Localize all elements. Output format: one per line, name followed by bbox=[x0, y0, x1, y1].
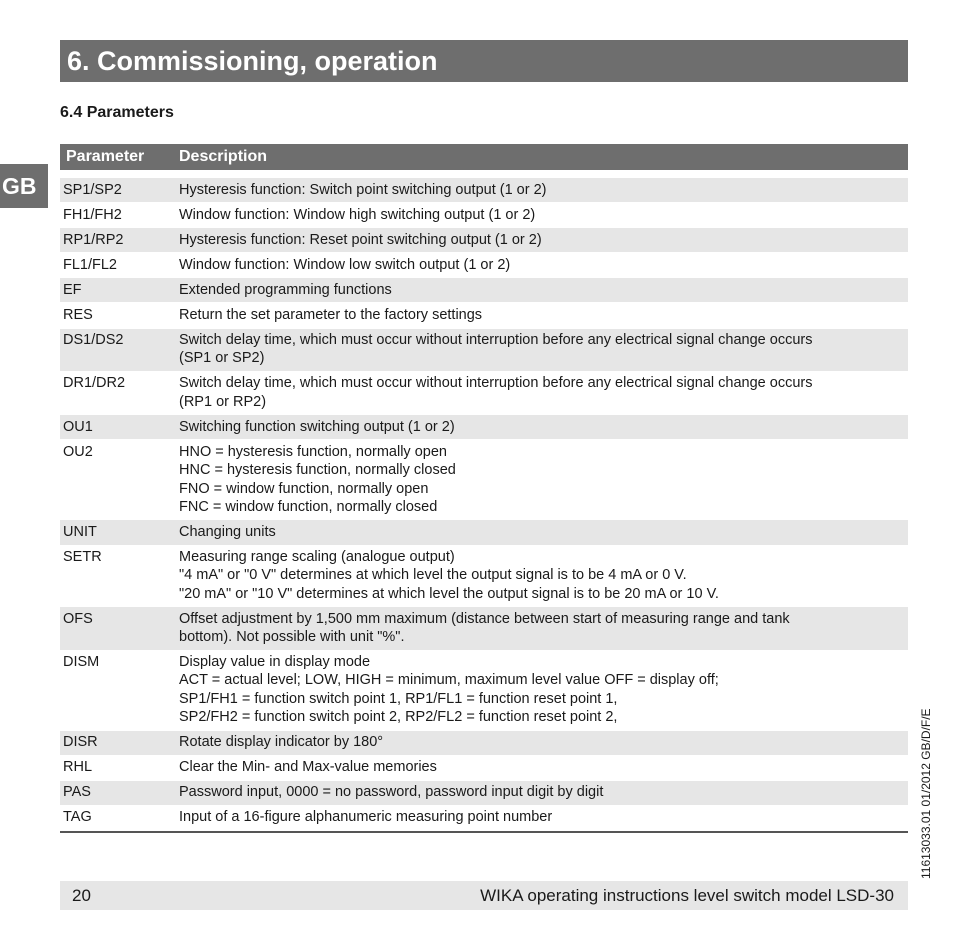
description-cell bbox=[179, 808, 908, 826]
description-line: Input of a 16-figure alphanumeric measuring point number bbox=[179, 809, 553, 826]
footer-bar bbox=[60, 881, 908, 910]
description-line: Password input, 0000 = no password, password input digit by digit bbox=[179, 784, 604, 801]
page-number: 20 bbox=[72, 886, 91, 905]
table-row bbox=[60, 781, 908, 805]
description-line: Window function: Window high switching output (1 or 2) bbox=[179, 206, 536, 223]
description-cell bbox=[179, 206, 908, 224]
description-line: Measuring range scaling (analogue output) bbox=[179, 549, 455, 566]
footer-text: WIKA operating instructions level switch model LSD-30 bbox=[480, 886, 894, 905]
table-header bbox=[60, 144, 908, 170]
table-row bbox=[60, 520, 908, 544]
section-title: 6.4 Parameters bbox=[60, 104, 174, 121]
table-row bbox=[60, 607, 908, 649]
description-cell bbox=[179, 181, 908, 199]
description-line: Switching function switching output (1 or 2) bbox=[179, 418, 455, 435]
table-bottom-rule bbox=[60, 831, 908, 833]
parameter-cell: SP1/SP2 bbox=[63, 181, 122, 198]
description-line: Return the set parameter to the factory settings bbox=[179, 306, 483, 323]
parameters-table bbox=[60, 144, 908, 833]
parameter-cell: OU2 bbox=[63, 443, 93, 460]
description-cell bbox=[179, 523, 908, 541]
description-line: (RP1 or RP2) bbox=[179, 393, 267, 410]
document-code: 11613033.01 01/2012 GB/D/F/E bbox=[919, 708, 933, 879]
description-cell bbox=[179, 443, 908, 516]
description-cell bbox=[179, 783, 908, 801]
parameter-cell: SETR bbox=[63, 549, 102, 566]
table-row bbox=[60, 756, 908, 780]
description-line: (SP1 or SP2) bbox=[179, 350, 265, 367]
header-description: Description bbox=[179, 148, 268, 165]
parameter-cell: RHL bbox=[63, 759, 93, 776]
description-line: Clear the Min- and Max-value memories bbox=[179, 759, 437, 776]
table-row bbox=[60, 253, 908, 277]
table-row bbox=[60, 278, 908, 302]
description-line: FNC = window function, normally closed bbox=[179, 498, 438, 515]
description-line: SP2/FH2 = function switch point 2, RP2/FL2 = function reset point 2, bbox=[179, 708, 618, 725]
description-line: ACT = actual level; LOW, HIGH = minimum, maximum level value OFF = display off; bbox=[179, 672, 719, 689]
description-cell bbox=[179, 256, 908, 274]
parameter-cell: EF bbox=[63, 281, 82, 298]
header-gap bbox=[60, 170, 908, 178]
description-cell bbox=[179, 231, 908, 249]
table-row bbox=[60, 415, 908, 439]
parameter-cell: RP1/RP2 bbox=[63, 231, 124, 248]
description-line: Hysteresis function: Reset point switching output (1 or 2) bbox=[179, 231, 542, 248]
description-line: SP1/FH1 = function switch point 1, RP1/FL1 = function reset point 1, bbox=[179, 690, 618, 707]
description-line: HNC = hysteresis function, normally closed bbox=[179, 462, 456, 479]
description-line: Switch delay time, which must occur without interruption before any electrical signal change occurs bbox=[179, 332, 813, 349]
description-line: "4 mA" or "0 V" determines at which level the output signal is to be 4 mA or 0 V. bbox=[179, 567, 687, 584]
parameter-cell: OU1 bbox=[63, 418, 93, 435]
description-cell bbox=[179, 306, 908, 324]
table-row bbox=[60, 203, 908, 227]
parameter-cell: OFS bbox=[63, 610, 93, 627]
description-cell bbox=[179, 374, 908, 411]
description-line: Offset adjustment by 1,500 mm maximum (distance between start of measuring range and tank bbox=[179, 610, 790, 627]
parameter-cell: DS1/DS2 bbox=[63, 332, 124, 349]
description-cell bbox=[179, 733, 908, 751]
parameter-cell: DISR bbox=[63, 734, 98, 751]
parameter-cell: TAG bbox=[63, 809, 92, 826]
table-row bbox=[60, 329, 908, 371]
parameter-cell: FL1/FL2 bbox=[63, 256, 117, 273]
description-line: Rotate display indicator by 180° bbox=[179, 734, 384, 751]
parameter-cell: DISM bbox=[63, 654, 100, 671]
language-tab: GB bbox=[0, 164, 48, 208]
table-row bbox=[60, 303, 908, 327]
table-body bbox=[60, 178, 908, 830]
description-cell bbox=[179, 653, 908, 726]
table-row bbox=[60, 178, 908, 202]
table-row bbox=[60, 806, 908, 830]
description-line: bottom). Not possible with unit "%". bbox=[179, 629, 405, 645]
description-cell bbox=[179, 418, 908, 436]
description-line: Window function: Window low switch output (1 or 2) bbox=[179, 256, 511, 273]
description-cell bbox=[179, 548, 908, 603]
header-parameter: Parameter bbox=[66, 148, 145, 165]
description-line: Changing units bbox=[179, 523, 276, 540]
description-line: "20 mA" or "10 V" determines at which level the output signal is to be 20 mA or 10 V. bbox=[179, 585, 719, 602]
chapter-title: 6. Commissioning, operation bbox=[67, 46, 438, 76]
parameter-cell: RES bbox=[63, 306, 93, 323]
description-line: Extended programming functions bbox=[179, 281, 392, 298]
description-cell bbox=[179, 610, 908, 647]
description-cell bbox=[179, 281, 908, 299]
parameter-cell: FH1/FH2 bbox=[63, 206, 122, 223]
description-line: Display value in display mode bbox=[179, 654, 371, 671]
table-row bbox=[60, 651, 908, 730]
description-line: Switch delay time, which must occur without interruption before any electrical signal change occurs bbox=[179, 375, 813, 392]
description-cell bbox=[179, 758, 908, 776]
description-line: HNO = hysteresis function, normally open bbox=[179, 443, 447, 460]
description-line: FNO = window function, normally open bbox=[179, 480, 429, 497]
table-row bbox=[60, 372, 908, 414]
parameter-cell: DR1/DR2 bbox=[63, 375, 126, 392]
table-row bbox=[60, 440, 908, 519]
table-row bbox=[60, 731, 908, 755]
chapter-header-bar bbox=[60, 40, 908, 82]
description-line: Hysteresis function: Switch point switching output (1 or 2) bbox=[179, 181, 547, 198]
parameter-cell: PAS bbox=[63, 784, 91, 801]
description-cell bbox=[179, 331, 908, 368]
parameter-cell: UNIT bbox=[63, 523, 97, 540]
table-row bbox=[60, 546, 908, 607]
table-row bbox=[60, 228, 908, 252]
